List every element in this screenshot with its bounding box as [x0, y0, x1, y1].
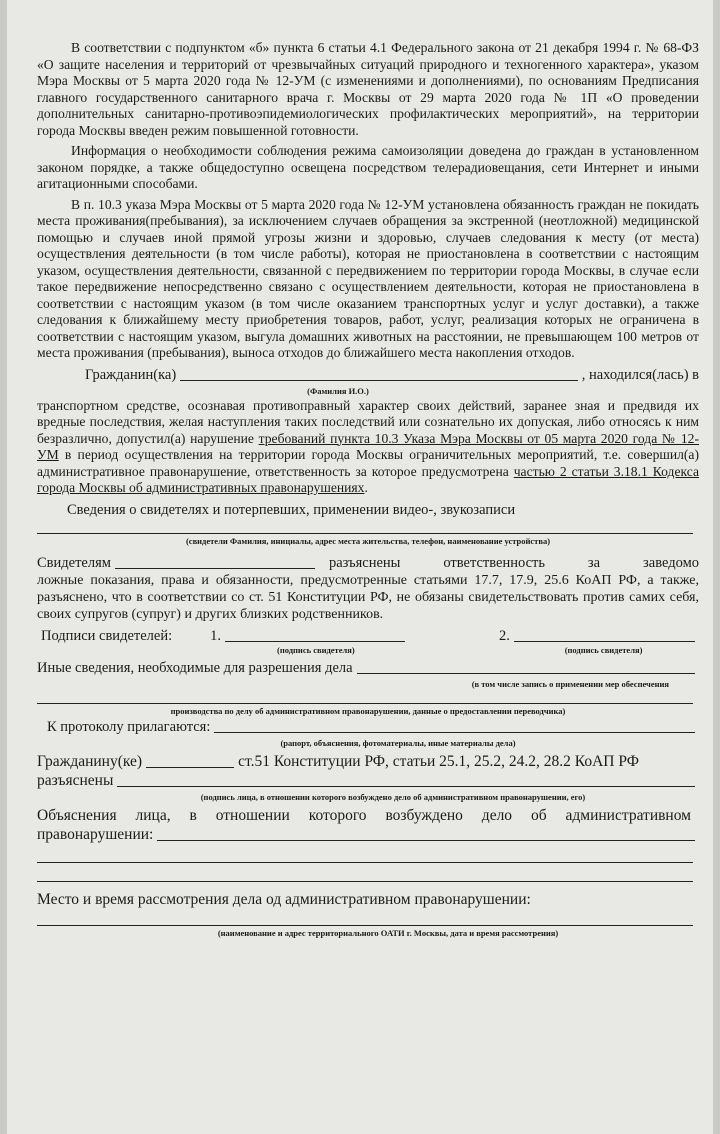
- signature-2-number: 2.: [498, 627, 510, 644]
- explanations-label: правонарушении:: [37, 825, 154, 843]
- signatures-row: [37, 627, 699, 645]
- citizen-row: [37, 366, 699, 384]
- witnesses-info-field[interactable]: [37, 519, 693, 534]
- explanations-row: [37, 806, 699, 825]
- attachments-row: [37, 718, 699, 736]
- other-info-label: Иные сведения, необходимые для разрешения дела: [37, 659, 353, 676]
- witnesses-rights-text: ложные показания, права и обязанности, предусмотренные статьями 17.7, 17.9, 25.6 КоАП РФ, а также, разъяснено, что в соответствии со ст. 51 Конституции РФ, не обязаны свидетельствовать против самих себя, своих супругов (супруг) и других близких родственников.: [37, 572, 699, 622]
- violation-reference-code: частью 2 статьи 3.18.1 Кодекса города Москвы об административных правонарушениях: [37, 463, 699, 495]
- attachments-field[interactable]: [214, 718, 695, 733]
- paragraph-information: Информация о необходимости соблюдения режима самоизоляции доведена до граждан в установленном законом порядке, а также общедоступно освещена посредством телерадиовещания, сети Интернет и иными агитационными способами.: [37, 143, 699, 191]
- witnesses-name-field[interactable]: [115, 554, 315, 569]
- place-time-caption: (наименование и адрес территориального ОАТИ г. Москвы, дата и время рассмотрения): [217, 927, 559, 938]
- paragraph-obligation: В п. 10.3 указа Мэра Москвы от 5 марта 2020 года № 12-УМ установлена обязанность граждан не покидать места проживания(пребывания), за исключением случаев обращения за экстренной (неотложной) медицинской помощью и случаев иной прямой угрозы жизни и здоровью, случаев следования к месту (от места) осуществления деятельности (в том числе работы), которая не приостановлена в соответствии с настоящим указом, осуществления деятельности, связанной с передвижением по территории города Москвы, в случае если такое передвижение непосредственно связано с осуществлением деятельности, которая не приостановлена в соответствии с настоящим указом (в том числе оказанием транспортных услуг и услуг доставки), а также следования к ближайшему месту приобретения товаров, работ, услуг, реализация которых не ограничена в соответствии с настоящим указом, выгула домашних животных на расстоянии, не превышающем 100 метров от места проживания (пребывания), выноса отходов до ближайшего места накопления отходов.: [37, 196, 699, 360]
- witnesses-rights-row: [37, 554, 699, 572]
- explanations-field-2[interactable]: [37, 844, 693, 863]
- rights-label-2: разъяснены: [37, 771, 114, 789]
- other-info-field[interactable]: [357, 659, 695, 674]
- witnesses-info-label: Сведения о свидетелях и потерпевших, применении видео-, звукозаписи: [67, 501, 516, 518]
- violation-reference-decree: требований пункта 10.3 Указа Мэра Москвы от 05 марта 2020 года № 12-УМ: [37, 430, 699, 462]
- witnesses-info-title: [37, 501, 699, 519]
- place-time-field[interactable]: [37, 909, 693, 926]
- other-info-field-2[interactable]: [37, 689, 693, 704]
- citizen-name-field[interactable]: [180, 366, 578, 381]
- explanations-row-2: [37, 825, 699, 844]
- citizen-label: Гражданин(ка): [85, 366, 177, 383]
- signatures-label: Подписи свидетелей:: [41, 627, 173, 644]
- witnesses-rights-head: разъяснены ответственность за заведомо: [328, 554, 699, 571]
- rights-name-field[interactable]: [146, 753, 234, 768]
- witnesses-info-caption: (свидетели Фамилия, инициалы, адрес места жительства, телефон, наименование устройства): [185, 535, 551, 546]
- signature-2-caption: (подпись свидетеля): [564, 644, 643, 655]
- rights-caption: (подпись лица, в отношении которого возбуждено дело об административном правонарушении, его): [200, 791, 586, 802]
- other-info-caption-2: производства по делу об административном правонарушении, данные о предоставлении переводчика): [170, 705, 566, 716]
- citizen-caption: (Фамилия И.О.): [307, 385, 369, 396]
- place-time-row: [37, 890, 699, 909]
- signature-1-caption: (подпись свидетеля): [277, 644, 355, 655]
- signature-2-field[interactable]: [514, 627, 695, 642]
- other-info-caption-1: (в том числе запись о применении мер обеспечения: [471, 678, 669, 689]
- signature-captions: [37, 645, 699, 655]
- signature-1-number: 1.: [210, 627, 221, 644]
- paragraph-legal-basis: В соответствии с подпунктом «б» пункта 6 статьи 4.1 Федерального закона от 21 декабря 1994 г. № 68-ФЗ «О защите населения и территорий от чрезвычайных ситуаций природного и техногенного характера», указом Мэра Москвы от 5 марта 2020 года № 12-УМ (с изменениями и дополнениями), по основаниям Предписания главного государственного санитарного врача г. Москвы от 29 марта 2020 года № 1П «О проведении дополнительных санитарно-противоэпидемиологических профилактических мероприятий», на территории города Москвы введен режим повышенной готовности.: [37, 40, 699, 138]
- violation-text-3: .: [364, 480, 368, 495]
- explanations-field-3[interactable]: [37, 863, 693, 882]
- citizen-suffix: , находился(лась) в: [581, 366, 699, 383]
- rights-row-2: [37, 771, 699, 790]
- rights-row: [37, 752, 699, 771]
- signature-1-field[interactable]: [225, 627, 405, 642]
- attachments-caption: (рапорт, объяснения, фотоматериалы, иные материалы дела): [280, 737, 516, 748]
- violation-text-1: транспортном средстве, осознавая противоправный характер своих действий, заранее зная и предвидя их вредные последствия, желая наступления таких последствий или сознательно их допуская, либо относясь к ним безразлично, допустил(а) нарушение: [37, 397, 699, 446]
- protocol-page: [7, 0, 713, 1134]
- explanations-text: Объяснения лица, в отношении которого возбуждено дело об административном: [37, 806, 691, 824]
- rights-label: Гражданину(ке): [37, 752, 143, 770]
- rights-signature-field[interactable]: [117, 772, 695, 787]
- place-time-label: Место и время рассмотрения дела од административном правонарушении:: [37, 890, 531, 908]
- paragraph-violation: [37, 398, 699, 497]
- attachments-label: К протоколу прилагаются:: [47, 718, 211, 735]
- witnesses-label: Свидетелям: [37, 554, 111, 571]
- other-info-row: [37, 659, 699, 677]
- violation-text-2: в период осуществления на территории города Москвы ограничительных мероприятий, т.е. совершил(а) административное правонарушение, ответственность за которое предусмотрена: [37, 447, 699, 479]
- explanations-field[interactable]: [157, 826, 695, 841]
- rights-text: ст.51 Конституции РФ, статьи 25.1, 25.2, 24.2, 28.2 КоАП РФ: [238, 752, 639, 770]
